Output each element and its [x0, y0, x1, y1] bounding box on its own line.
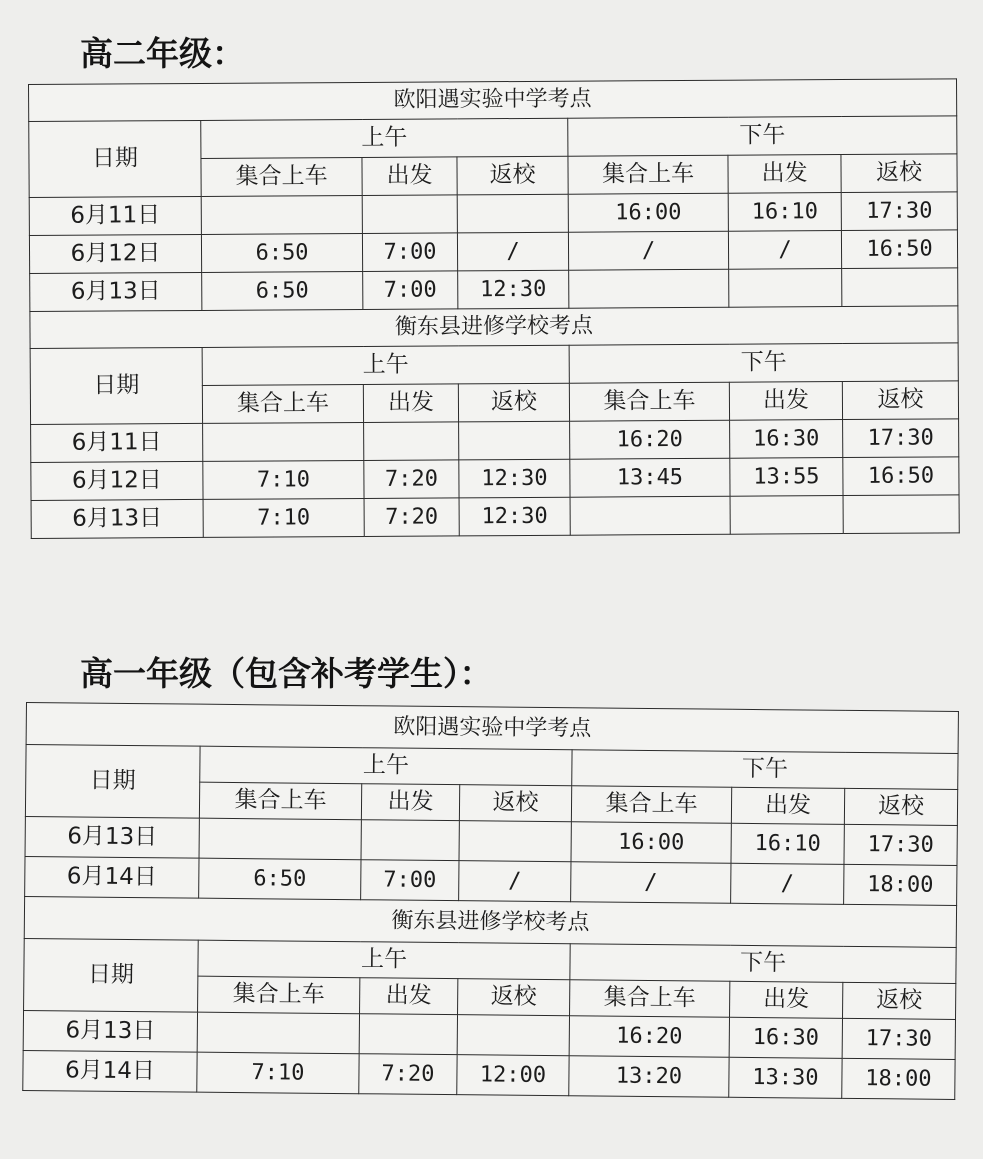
site-name: 欧阳遇实验中学考点	[26, 703, 958, 754]
pm-gather-cell: /	[568, 231, 728, 270]
morning-return-header: 返校	[458, 383, 569, 422]
morning-depart-header: 出发	[360, 978, 458, 1015]
date-cell: 6月12日	[31, 461, 203, 500]
am-gather-cell: 6:50	[199, 858, 361, 900]
pm-return-cell	[842, 268, 958, 307]
am-depart-cell: 7:20	[364, 498, 459, 537]
afternoon-header: 下午	[572, 750, 958, 790]
morning-header: 上午	[200, 746, 572, 786]
pm-gather-cell: 16:20	[569, 1016, 729, 1058]
pm-gather-cell: 16:20	[570, 420, 730, 459]
afternoon-return-header: 返校	[841, 154, 957, 193]
am-gather-cell: 6:50	[201, 233, 362, 272]
date-header: 日期	[30, 347, 202, 424]
pm-depart-cell: /	[731, 863, 844, 904]
pm-return-cell	[843, 495, 959, 534]
site-name: 欧阳遇实验中学考点	[29, 79, 957, 122]
date-cell: 6月13日	[25, 816, 199, 858]
pm-gather-cell: 16:00	[571, 822, 731, 864]
am-depart-cell: 7:00	[362, 233, 457, 272]
morning-return-header: 返校	[457, 156, 568, 195]
date-cell: 6月13日	[23, 1010, 197, 1052]
am-return-cell: 12:30	[458, 270, 569, 309]
pm-return-cell: 18:00	[842, 1058, 955, 1099]
date-cell: 6月11日	[31, 423, 203, 462]
pm-depart-cell: 13:55	[730, 458, 843, 497]
pm-gather-cell: /	[571, 862, 731, 904]
schedule-row	[30, 268, 958, 312]
morning-header: 上午	[198, 940, 570, 980]
grade-1-heading: 高一年级（包含补考学生）：	[80, 654, 493, 693]
morning-header: 上午	[201, 118, 568, 158]
pm-depart-cell: 16:30	[729, 1017, 842, 1058]
pm-gather-cell: 16:00	[568, 193, 728, 232]
pm-return-cell: 18:00	[844, 864, 957, 905]
site-name: 衡东县进修学校考点	[30, 306, 958, 349]
schedule-row	[29, 192, 957, 236]
am-gather-cell: 7:10	[197, 1052, 359, 1094]
pm-gather-cell: 13:20	[569, 1056, 729, 1098]
period-header-row	[26, 745, 958, 790]
am-depart-cell: 7:00	[361, 860, 459, 901]
pm-depart-cell: /	[728, 231, 841, 270]
am-gather-cell	[201, 195, 362, 234]
pm-depart-cell	[730, 496, 843, 535]
am-return-cell	[459, 421, 570, 460]
pm-gather-cell	[569, 269, 729, 308]
schedule-row	[29, 230, 957, 274]
date-cell: 6月11日	[29, 196, 201, 235]
period-header-row	[29, 116, 957, 160]
morning-depart-header: 出发	[362, 157, 457, 196]
schedule-row	[31, 419, 959, 463]
am-depart-cell	[361, 820, 459, 861]
schedule-row	[31, 457, 959, 501]
morning-gather-header: 集合上车	[201, 157, 362, 196]
morning-return-header: 返校	[459, 785, 571, 822]
period-header-row	[30, 343, 958, 387]
afternoon-gather-header: 集合上车	[569, 382, 729, 421]
am-return-cell	[457, 1015, 569, 1056]
period-header-row	[24, 938, 956, 983]
pm-return-cell: 17:30	[841, 192, 957, 231]
morning-depart-header: 出发	[363, 384, 458, 423]
am-depart-cell: 7:20	[359, 1054, 457, 1095]
am-gather-cell	[199, 818, 361, 860]
am-gather-cell: 7:10	[203, 460, 364, 499]
date-cell: 6月12日	[29, 234, 201, 273]
pm-gather-cell	[570, 496, 730, 535]
am-depart-cell	[359, 1014, 457, 1055]
am-depart-cell: 7:00	[363, 271, 458, 310]
pm-depart-cell	[729, 269, 842, 308]
afternoon-header: 下午	[568, 116, 957, 156]
grade-1-schedule-table	[22, 702, 959, 1100]
pm-depart-cell: 16:30	[730, 420, 843, 459]
am-return-cell: 12:30	[459, 497, 570, 536]
am-return-cell: 12:30	[459, 459, 570, 498]
pm-depart-cell: 16:10	[728, 193, 841, 232]
morning-header: 上午	[202, 345, 569, 385]
am-return-cell	[459, 821, 571, 862]
afternoon-gather-header: 集合上车	[568, 155, 728, 194]
am-depart-cell	[362, 195, 457, 234]
grade-2-schedule-table	[28, 78, 960, 539]
afternoon-depart-header: 出发	[731, 787, 844, 824]
am-return-cell: /	[457, 232, 568, 271]
am-gather-cell	[197, 1012, 359, 1054]
afternoon-depart-header: 出发	[729, 382, 842, 421]
am-depart-cell: 7:20	[364, 460, 459, 499]
morning-depart-header: 出发	[361, 784, 459, 821]
date-cell: 6月13日	[30, 272, 202, 311]
pm-return-cell: 17:30	[844, 824, 957, 865]
am-return-cell: 12:00	[457, 1055, 569, 1096]
date-header: 日期	[24, 938, 199, 1012]
date-cell: 6月14日	[23, 1050, 197, 1092]
date-header: 日期	[29, 120, 201, 197]
pm-return-cell: 17:30	[843, 419, 959, 458]
morning-gather-header: 集合上车	[198, 976, 360, 1014]
afternoon-return-header: 返校	[843, 982, 956, 1019]
date-cell: 6月14日	[25, 856, 199, 898]
afternoon-return-header: 返校	[842, 381, 958, 420]
pm-return-cell: 17:30	[842, 1018, 955, 1059]
pm-return-cell: 16:50	[843, 457, 959, 496]
pm-return-cell: 16:50	[841, 230, 957, 269]
afternoon-header: 下午	[569, 343, 958, 383]
afternoon-depart-header: 出发	[728, 155, 841, 194]
am-gather-cell: 6:50	[202, 271, 363, 310]
pm-gather-cell: 13:45	[570, 458, 730, 497]
afternoon-gather-header: 集合上车	[570, 980, 730, 1018]
morning-return-header: 返校	[458, 979, 570, 1016]
pm-depart-cell: 13:30	[729, 1057, 842, 1098]
schedule-row	[31, 495, 959, 539]
pm-depart-cell: 16:10	[731, 823, 844, 864]
grade-2-heading: 高二年级：	[80, 34, 245, 73]
am-depart-cell	[364, 422, 459, 461]
afternoon-header: 下午	[570, 944, 956, 984]
site-title-row	[29, 79, 957, 122]
afternoon-return-header: 返校	[844, 788, 957, 825]
site-name: 衡东县进修学校考点	[24, 896, 956, 947]
morning-gather-header: 集合上车	[202, 384, 363, 423]
am-gather-cell	[203, 422, 364, 461]
schedule-row	[23, 1050, 955, 1099]
am-return-cell	[457, 194, 568, 233]
am-gather-cell: 7:10	[203, 498, 364, 537]
afternoon-depart-header: 出发	[730, 981, 843, 1018]
date-header: 日期	[25, 745, 200, 819]
date-cell: 6月13日	[31, 499, 203, 538]
site-title-row	[30, 306, 958, 349]
morning-gather-header: 集合上车	[199, 782, 361, 820]
am-return-cell: /	[459, 861, 571, 902]
afternoon-gather-header: 集合上车	[571, 786, 731, 824]
